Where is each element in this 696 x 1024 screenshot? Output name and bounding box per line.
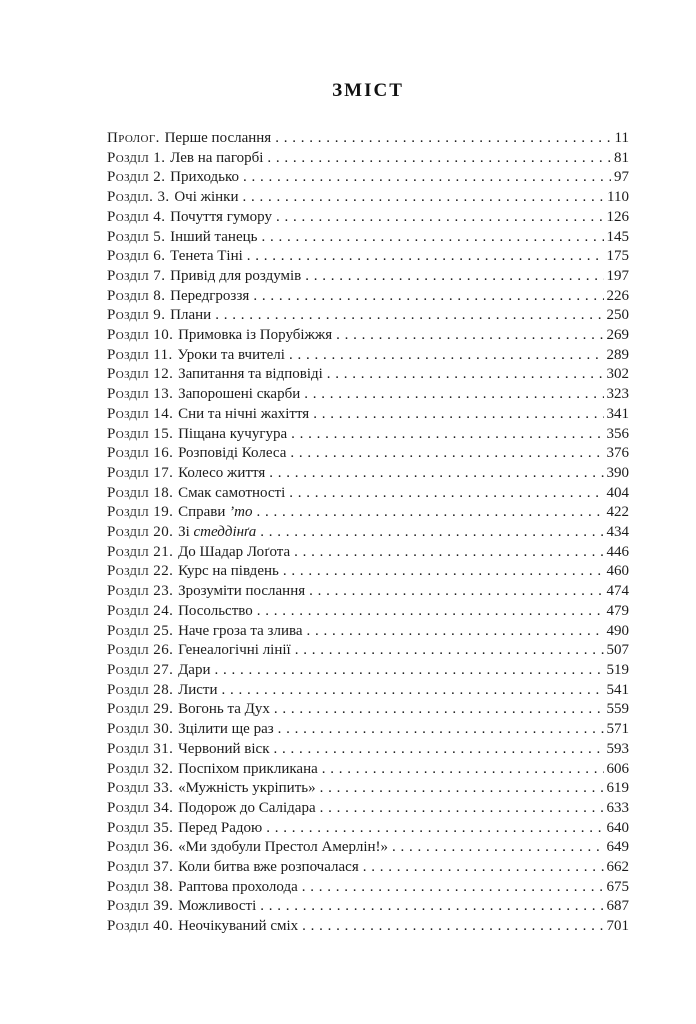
chapter-label: Розділ 24. [107, 602, 174, 619]
chapter-title: Піщана кучугура [178, 425, 288, 442]
chapter-title: Зі [178, 524, 194, 541]
chapter-title: Перед Радою [178, 819, 263, 836]
chapter-label: Розділ 19. [107, 504, 174, 521]
page-number: 687 [606, 898, 629, 915]
toc-entry [107, 760, 629, 780]
toc-entry [107, 858, 629, 878]
page-number: 662 [606, 859, 629, 876]
dot-leader [291, 425, 603, 445]
toc-entry [107, 168, 629, 188]
dot-leader [222, 681, 604, 701]
dot-leader [247, 247, 604, 267]
entry-text [107, 523, 256, 543]
chapter-label: Розділ 15. [107, 425, 174, 442]
page-number: 649 [606, 839, 629, 856]
page-number: 606 [606, 760, 629, 777]
page-number: 302 [606, 366, 629, 383]
entry-text [107, 464, 265, 484]
dot-leader [253, 287, 603, 307]
page-number: 490 [606, 622, 629, 639]
chapter-title: Привід для роздумів [170, 267, 302, 284]
chapter-label: Розділ 16. [107, 445, 174, 462]
entry-text [107, 287, 249, 307]
toc-content [107, 80, 629, 937]
chapter-title: Курс на південь [178, 563, 279, 580]
dot-leader [269, 464, 603, 484]
dot-leader [392, 838, 603, 858]
toc-entry [107, 700, 629, 720]
chapter-title: Посольство [178, 602, 253, 619]
toc-entry [107, 523, 629, 543]
entry-text [107, 306, 211, 326]
page-number: 289 [606, 346, 629, 363]
dot-leader [256, 503, 603, 523]
chapter-label: Розділ 31. [107, 740, 174, 757]
entry-text [107, 917, 298, 937]
page-number: 356 [606, 425, 629, 442]
toc-entry [107, 425, 629, 445]
entry-text [107, 129, 271, 149]
toc-entry [107, 464, 629, 484]
chapter-title: Плани [170, 307, 212, 324]
page-number: 175 [606, 248, 629, 265]
page-number: 633 [606, 799, 629, 816]
chapter-title: Розповіді Колеса [178, 445, 287, 462]
toc-entry [107, 405, 629, 425]
page-number: 97 [614, 169, 629, 186]
dot-leader [243, 168, 611, 188]
dot-leader [214, 661, 603, 681]
dot-leader [289, 484, 603, 504]
chapter-title: До Шадар Лоґота [178, 543, 291, 560]
chapter-title-italic: стеддінґа [193, 524, 257, 541]
toc-entry [107, 838, 629, 858]
entry-text [107, 385, 300, 405]
dot-leader [267, 149, 611, 169]
dot-leader [275, 129, 611, 149]
chapter-title: Вогонь та Дух [178, 701, 270, 718]
entry-text [107, 819, 262, 839]
page-number: 701 [606, 918, 629, 935]
chapter-label: Розділ 25. [107, 622, 174, 639]
dot-leader [215, 306, 603, 326]
chapter-title: «Мужність укріпить» [178, 780, 316, 797]
chapter-title: Колесо життя [178, 464, 266, 481]
entry-text [107, 444, 286, 464]
chapter-label: Розділ 38. [107, 878, 174, 895]
page-number: 341 [606, 405, 629, 422]
entry-text [107, 503, 252, 523]
dot-leader [302, 917, 603, 937]
dot-leader [257, 602, 604, 622]
dot-leader [242, 188, 604, 208]
chapter-label: Розділ 1. [107, 149, 166, 166]
entry-text [107, 228, 257, 248]
page-number: 250 [606, 307, 629, 324]
dot-leader [290, 444, 603, 464]
entry-text [107, 168, 239, 188]
chapter-title: Можливості [178, 898, 257, 915]
entry-text [107, 247, 243, 267]
chapter-label: Розділ 9. [107, 307, 166, 324]
dot-leader [307, 622, 604, 642]
chapter-label: Розділ 30. [107, 721, 174, 738]
chapter-title: Інший танець [170, 228, 258, 245]
entry-text [107, 365, 323, 385]
toc-entry [107, 720, 629, 740]
entry-text [107, 326, 332, 346]
page-number: 434 [606, 524, 629, 541]
toc-entry [107, 641, 629, 661]
dot-leader [320, 779, 604, 799]
entry-text [107, 661, 210, 681]
chapter-title: Коли битва вже розпочалася [178, 859, 359, 876]
page-number: 519 [606, 661, 629, 678]
chapter-title: Передгроззя [170, 287, 250, 304]
entry-text [107, 838, 388, 858]
chapter-title: Приходько [170, 169, 240, 186]
page-number: 422 [606, 504, 629, 521]
entry-text [107, 425, 287, 445]
chapter-label: Розділ 7. [107, 267, 166, 284]
dot-leader [305, 267, 603, 287]
entry-text [107, 858, 359, 878]
chapter-title: Тенета Тіні [170, 248, 243, 265]
dot-leader [320, 799, 604, 819]
dot-leader [261, 228, 603, 248]
page-number: 323 [606, 386, 629, 403]
entry-text [107, 267, 301, 287]
chapter-title: Лев на пагорбі [170, 149, 264, 166]
toc-entry [107, 385, 629, 405]
entry-text [107, 346, 285, 366]
entry-text [107, 799, 316, 819]
entry-text [107, 484, 285, 504]
entry-text [107, 582, 305, 602]
entry-text [107, 405, 309, 425]
entry-text [107, 740, 269, 760]
entry-text [107, 641, 291, 661]
entry-text [107, 681, 218, 701]
chapter-title: Дари [178, 661, 211, 678]
chapter-title: Сни та нічні жахіття [178, 405, 310, 422]
dot-leader [273, 740, 603, 760]
chapter-title: Поспіхом прикликана [178, 760, 318, 777]
chapter-title: «Ми здобули Престол Амерлін!» [178, 839, 389, 856]
chapter-label: Розділ 32. [107, 760, 174, 777]
toc-entry [107, 503, 629, 523]
toc-entry [107, 188, 629, 208]
toc-entry [107, 247, 629, 267]
chapter-label: Розділ 4. [107, 208, 166, 225]
page-number: 126 [606, 208, 629, 225]
page-number: 390 [606, 464, 629, 481]
toc-entry [107, 878, 629, 898]
chapter-label: Розділ 21. [107, 543, 174, 560]
toc-entry [107, 346, 629, 366]
entry-text [107, 779, 316, 799]
entry-text [107, 562, 279, 582]
dot-leader [304, 385, 603, 405]
page-number: 269 [606, 327, 629, 344]
toc-entry [107, 897, 629, 917]
page-number: 376 [606, 445, 629, 462]
chapter-title: Примовка із Порубіжжя [178, 327, 333, 344]
entry-text [107, 622, 303, 642]
chapter-label: Розділ 36. [107, 839, 174, 856]
chapter-label: Розділ 27. [107, 661, 174, 678]
chapter-label: Розділ 22. [107, 563, 174, 580]
chapter-title: Подорож до Салідара [178, 799, 316, 816]
toc-entry [107, 149, 629, 169]
page-number: 11 [614, 130, 629, 146]
chapter-title: Зрозуміти послання [178, 583, 306, 600]
entry-text [107, 897, 256, 917]
dot-leader [266, 819, 603, 839]
toc-entry [107, 326, 629, 346]
chapter-label: Розділ 17. [107, 464, 174, 481]
dot-leader [295, 641, 604, 661]
dot-leader [363, 858, 604, 878]
toc-entry [107, 543, 629, 563]
chapter-title: Смак самотності [178, 484, 286, 501]
dot-leader [276, 208, 604, 228]
dot-leader [313, 405, 603, 425]
dot-leader [302, 878, 604, 898]
page-number: 197 [606, 267, 629, 284]
chapter-title: Неочікуваний сміх [178, 918, 299, 935]
chapter-label: Розділ 35. [107, 819, 174, 836]
toc-entry [107, 819, 629, 839]
page-number: 571 [606, 721, 629, 738]
page-number: 145 [606, 228, 629, 245]
toc-entry [107, 484, 629, 504]
toc-entry [107, 661, 629, 681]
chapter-title: Перше послання [164, 130, 272, 146]
dot-leader [274, 700, 604, 720]
entry-text [107, 543, 290, 563]
toc-entry [107, 365, 629, 385]
dot-leader [278, 720, 604, 740]
chapter-title: Уроки та вчителі [177, 346, 285, 363]
chapter-title: Зцілити ще раз [178, 721, 274, 738]
entry-text [107, 878, 298, 898]
chapter-title: Запитання та відповіді [178, 366, 323, 383]
chapter-label: Розділ. 3. [107, 189, 170, 206]
chapter-label: Розділ 26. [107, 642, 174, 659]
chapter-label: Розділ 33. [107, 780, 174, 797]
page-number: 404 [606, 484, 629, 501]
chapter-label: Розділ 5. [107, 228, 166, 245]
entry-text [107, 720, 274, 740]
page-number: 81 [614, 149, 629, 166]
chapter-label: Розділ 34. [107, 799, 174, 816]
chapter-title: Почуття гумору [170, 208, 272, 225]
toc-entry [107, 562, 629, 582]
page-number: 675 [606, 878, 629, 895]
dot-leader [336, 326, 603, 346]
page-number: 226 [606, 287, 629, 304]
chapter-label: Розділ 11. [107, 346, 173, 363]
toc-entry [107, 740, 629, 760]
entry-text [107, 208, 272, 228]
page-number: 474 [606, 583, 629, 600]
toc-entry [107, 917, 629, 937]
chapter-label: Розділ 10. [107, 327, 174, 344]
toc-entry [107, 582, 629, 602]
entry-text [107, 188, 238, 208]
chapter-label: Пролог. [107, 130, 160, 146]
chapter-label: Розділ 40. [107, 918, 174, 935]
toc-entry [107, 287, 629, 307]
toc-entry [107, 602, 629, 622]
toc-entry [107, 228, 629, 248]
page-number: 460 [606, 563, 629, 580]
toc-entry [107, 622, 629, 642]
toc-entry [107, 444, 629, 464]
page-title: ЗМІСТ [332, 80, 404, 101]
page-number: 446 [606, 543, 629, 560]
dot-leader [260, 897, 603, 917]
chapter-label: Розділ 29. [107, 701, 174, 718]
entry-text [107, 760, 318, 780]
chapter-title: Очі жінки [174, 189, 239, 206]
chapter-title: Справи [178, 504, 230, 521]
chapter-label: Розділ 13. [107, 386, 174, 403]
dot-leader [322, 760, 604, 780]
dot-leader [260, 523, 603, 543]
page-number: 479 [606, 602, 629, 619]
chapter-title: Раптова прохолода [178, 878, 298, 895]
chapter-title: Генеалогічні лінії [178, 642, 291, 659]
toc-entry [107, 681, 629, 701]
toc-entry [107, 208, 629, 228]
chapter-title: Червоний віск [178, 740, 270, 757]
chapter-label: Розділ 8. [107, 287, 166, 304]
toc-entry [107, 129, 629, 149]
chapter-label: Розділ 39. [107, 898, 174, 915]
page-number: 507 [606, 642, 629, 659]
toc-list [107, 129, 629, 937]
chapter-label: Розділ 14. [107, 405, 174, 422]
page-number: 541 [606, 681, 629, 698]
dot-leader [294, 543, 603, 563]
dot-leader [289, 346, 604, 366]
page-number: 110 [607, 189, 629, 206]
chapter-label: Розділ 23. [107, 583, 174, 600]
entry-text [107, 149, 263, 169]
chapter-label: Розділ 18. [107, 484, 174, 501]
chapter-label: Розділ 28. [107, 681, 174, 698]
chapter-label: Розділ 6. [107, 248, 166, 265]
chapter-label: Розділ 12. [107, 366, 174, 383]
chapter-label: Розділ 20. [107, 524, 174, 541]
toc-entry [107, 306, 629, 326]
entry-text [107, 700, 270, 720]
dot-leader [309, 582, 603, 602]
chapter-label: Розділ 37. [107, 859, 174, 876]
page-number: 593 [606, 740, 629, 757]
dot-leader [283, 562, 604, 582]
toc-entry [107, 779, 629, 799]
chapter-label: Розділ 2. [107, 169, 166, 186]
entry-text [107, 602, 253, 622]
toc-entry [107, 267, 629, 287]
page-number: 559 [606, 701, 629, 718]
page-number: 619 [606, 780, 629, 797]
chapter-title-italic: ’то [229, 504, 253, 521]
chapter-title: Наче гроза та злива [178, 622, 303, 639]
chapter-title: Листи [178, 681, 218, 698]
dot-leader [327, 365, 604, 385]
toc-entry [107, 799, 629, 819]
chapter-title: Запорошені скарби [178, 386, 301, 403]
page-number: 640 [606, 819, 629, 836]
